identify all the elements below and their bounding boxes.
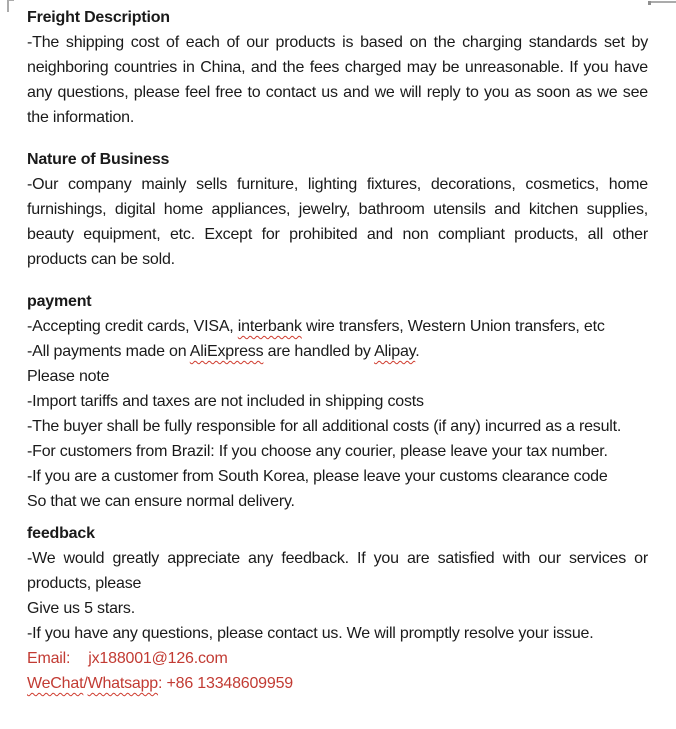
contact-email-line — [27, 646, 648, 671]
text-segment: -Accepting credit cards, VISA, — [27, 318, 238, 335]
freight-description-paragraph: -The shipping cost of each of our products is based on the charging standards set by neighboring countries in China, and the fees charged may be unreasonable. If you have any questions, please feel free to contact us and we will reply to you as soon as we see the information. — [27, 34, 648, 126]
email-label: Email: — [27, 650, 71, 667]
payment-handled-line — [27, 339, 648, 364]
feedback-stars-line: Give us 5 stars. — [27, 600, 135, 617]
section-freight-description — [27, 5, 648, 130]
text-segment: / — [83, 675, 88, 692]
freight-description-heading: Freight Description — [27, 9, 170, 26]
section-payment — [27, 289, 648, 514]
spellcheck-flagged-word: AliExpress — [189, 343, 264, 360]
text-segment: -All payments made on — [27, 343, 190, 360]
table-border-artifact-left — [7, 0, 9, 12]
text-segment: . — [415, 343, 420, 360]
email-address: jx188001@126.com — [88, 650, 228, 667]
spellcheck-flagged-word: interbank — [237, 318, 302, 335]
payment-import-tariffs-line: -Import tariffs and taxes are not included in shipping costs — [27, 393, 424, 410]
text-segment: are handled by — [263, 343, 375, 360]
spellcheck-flagged-word: WeChat — [27, 675, 84, 692]
spellcheck-flagged-word: Whatsapp — [87, 675, 159, 692]
payment-korea-line: -If you are a customer from South Korea, please leave your customs clearance code — [27, 468, 608, 485]
spellcheck-flagged-word: Alipay — [374, 343, 416, 360]
feedback-heading: feedback — [27, 525, 95, 542]
payment-buyer-paragraph: -The buyer shall be fully responsible for all additional costs (if any) incurred as a result. — [27, 418, 622, 435]
nature-of-business-heading: Nature of Business — [27, 151, 170, 168]
phone-number: : +86 13348609959 — [158, 675, 293, 692]
section-nature-of-business — [27, 147, 648, 272]
feedback-appreciate-paragraph: -We would greatly appreciate any feedback. If you are satisfied with our services or products, please — [27, 550, 648, 592]
text-segment: wire transfers, Western Union transfers, etc — [301, 318, 605, 335]
contact-wechat-whatsapp-line — [27, 671, 648, 696]
payment-normal-delivery-line: So that we can ensure normal delivery. — [27, 493, 295, 510]
table-border-artifact-right — [648, 1, 676, 3]
payment-please-note-line: Please note — [27, 368, 110, 385]
nature-of-business-paragraph: -Our company mainly sells furniture, lighting fixtures, decorations, cosmetics, home furnishings, digital home appliances, jewelry, bathroom utensils and kitchen supplies, beauty equipment, etc. Except for prohibited and non compliant products, all other products can be sold. — [27, 176, 648, 268]
payment-brazil-line: -For customers from Brazil: If you choose any courier, please leave your tax number. — [27, 443, 608, 460]
feedback-questions-line: -If you have any questions, please contact us. We will promptly resolve your issue. — [27, 625, 594, 642]
payment-accepting-line — [27, 314, 648, 339]
section-feedback — [27, 521, 648, 696]
payment-heading: payment — [27, 293, 92, 310]
